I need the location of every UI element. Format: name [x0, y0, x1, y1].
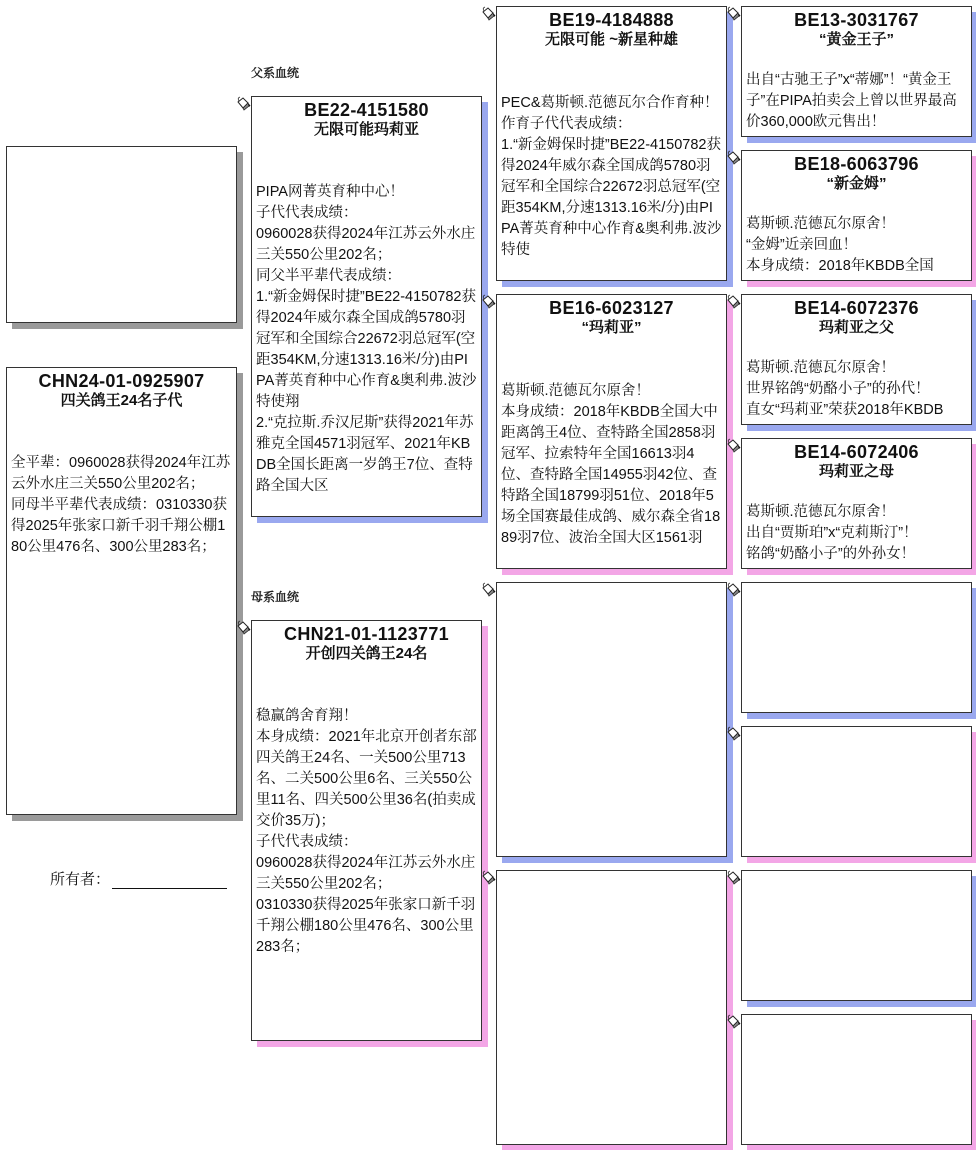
subject-card[interactable]: [6, 367, 237, 815]
sire-dam-notes: 葛斯顿.范德瓦尔原舍！ 本身成绩：2018年KBDB全国大中距离鸽王4位、查特路全国2858羽冠军、拉索特年全国16613羽4位、查特路全国14955羽42位、查特路全国18799羽51位、2018年5场全国赛最佳成鸽、威尔森全省1889羽7位、波治全国大区1561羽: [501, 383, 721, 546]
subject-notes: 全平辈：0960028获得2024年江苏云外水庄三关550公里202名； 同母半平辈代表成绩：0310330获得2025年张家口新千羽千翔公棚180公里476名、300公里283名；: [11, 455, 231, 555]
sd-sire-name: 玛莉亚之父: [818, 319, 894, 336]
ss-dam-name: “新金姆”: [826, 175, 887, 192]
fill-bucket-icon[interactable]: [235, 620, 251, 636]
dam-lineage-label: 母系血统: [251, 590, 300, 604]
owner-field[interactable]: [50, 868, 227, 889]
sd-sire-notes: 葛斯顿.范德瓦尔原舍！ 世界铭鸽“奶酪小子”的孙代！ 直女“玛莉亚”荣获2018年KBDB: [746, 360, 944, 418]
fill-bucket-icon[interactable]: [235, 96, 251, 112]
sire-lineage-label: 父系血统: [251, 66, 300, 80]
sire-sire-card[interactable]: [496, 6, 727, 281]
sire-dam-card[interactable]: [496, 294, 727, 569]
dam-card[interactable]: [251, 620, 482, 1041]
fill-bucket-icon[interactable]: [725, 870, 741, 886]
ss-sire-ring-number: BE13-3031767: [794, 10, 919, 30]
subject-name: 四关鸽王24名子代: [60, 392, 183, 409]
ds-sire-card[interactable]: [741, 582, 972, 713]
dam-ring-number: CHN21-01-1123771: [284, 624, 449, 644]
fill-bucket-icon[interactable]: [725, 294, 741, 310]
fill-bucket-icon[interactable]: [480, 294, 496, 310]
dd-dam-card[interactable]: [741, 1014, 972, 1145]
ds-dam-card[interactable]: [741, 726, 972, 857]
fill-bucket-icon[interactable]: [725, 150, 741, 166]
sire-notes: PIPA网菁英育种中心！ 子代代表成绩： 0960028获得2024年江苏云外水庄三关550公里202名； 同父半平辈代表成绩： 1.“新金姆保时捷”BE22-4150782获得2024年威尔森全国成鸽5780羽冠军和全国综合22672羽总冠军(空距354KM,分速1313.16米/分)由PIPA菁英育种中心作育&奥利弗.波沙特使翔 2.“克拉斯.乔汉尼斯”获得2021年苏雅克全国4571羽冠军、2021年KBDB全国长距离一岁鸽王7位、查特路全国大区: [256, 184, 477, 494]
fill-bucket-icon[interactable]: [480, 6, 496, 22]
dam-name: 开创四关鸽王24名: [305, 645, 428, 662]
fill-bucket-icon[interactable]: [480, 870, 496, 886]
ss-dam-ring-number: BE18-6063796: [794, 154, 919, 174]
fill-bucket-icon[interactable]: [725, 726, 741, 742]
ss-sire-notes: 出自“古驰王子”x“蒂娜”！“黄金王子”在PIPA拍卖会上曾以世界最高价360,000欧元售出！: [746, 72, 957, 130]
ss-sire-card[interactable]: [741, 6, 972, 137]
owner-label: 所有者：: [50, 871, 111, 888]
fill-bucket-icon[interactable]: [480, 582, 496, 598]
dam-sire-card[interactable]: [496, 582, 727, 857]
subject-ring-number: CHN24-01-0925907: [38, 371, 205, 391]
dam-notes: 稳赢鸽舍育翔！ 本身成绩：2021年北京开创者东部四关鸽王24名、一关500公里713名、二关500公里6名、三关550公里11名、四关500公里36名(拍卖成交价35万)； 子代代表成绩： 0960028获得2024年江苏云外水庄三关550公里202名； 0310330获得2025年张家口新千羽千翔公棚180公里476名、300公里283名；: [256, 708, 477, 955]
owner-input-line[interactable]: [112, 872, 227, 889]
sire-dam-ring-number: BE16-6023127: [549, 298, 674, 318]
sire-sire-ring-number: BE19-4184888: [549, 10, 674, 30]
fill-bucket-icon[interactable]: [725, 6, 741, 22]
sire-sire-notes: PEC&葛斯顿.范德瓦尔合作育种！ 作育子代代表成绩： 1.“新金姆保时捷”BE22-4150782获得2024年威尔森全国成鸽5780羽冠军和全国综合22672羽总冠军(空距354KM,分速1313.16米/分)由PIPA菁英育种中心作育&奥利弗.波沙特使: [501, 95, 722, 258]
photo-placeholder[interactable]: [6, 146, 237, 323]
ss-sire-name: “黄金王子”: [818, 31, 894, 48]
sd-dam-ring-number: BE14-6072406: [794, 442, 919, 462]
fill-bucket-icon[interactable]: [725, 1014, 741, 1030]
sd-sire-card[interactable]: [741, 294, 972, 425]
dd-sire-card[interactable]: [741, 870, 972, 1001]
sd-dam-notes: 葛斯顿.范德瓦尔原舍！ 出自“贾斯珀”x“克莉斯汀”！ 铭鸽“奶酪小子”的外孙女！: [746, 504, 918, 562]
ss-dam-notes: 葛斯顿.范德瓦尔原舍！ “金姆”近亲回血！ 本身成绩：2018年KBDB全国: [746, 216, 934, 274]
sd-dam-card[interactable]: [741, 438, 972, 569]
ss-dam-card[interactable]: [741, 150, 972, 281]
sire-name: 无限可能玛莉亚: [313, 121, 419, 138]
fill-bucket-icon[interactable]: [725, 438, 741, 454]
sd-sire-ring-number: BE14-6072376: [794, 298, 919, 318]
sire-sire-name: 无限可能 ~新星种雄: [545, 31, 678, 48]
sd-dam-name: 玛莉亚之母: [818, 463, 894, 480]
sire-ring-number: BE22-4151580: [304, 100, 429, 120]
sire-card[interactable]: [251, 96, 482, 517]
fill-bucket-icon[interactable]: [725, 582, 741, 598]
sire-dam-name: “玛莉亚”: [581, 319, 642, 336]
dam-dam-card[interactable]: [496, 870, 727, 1145]
